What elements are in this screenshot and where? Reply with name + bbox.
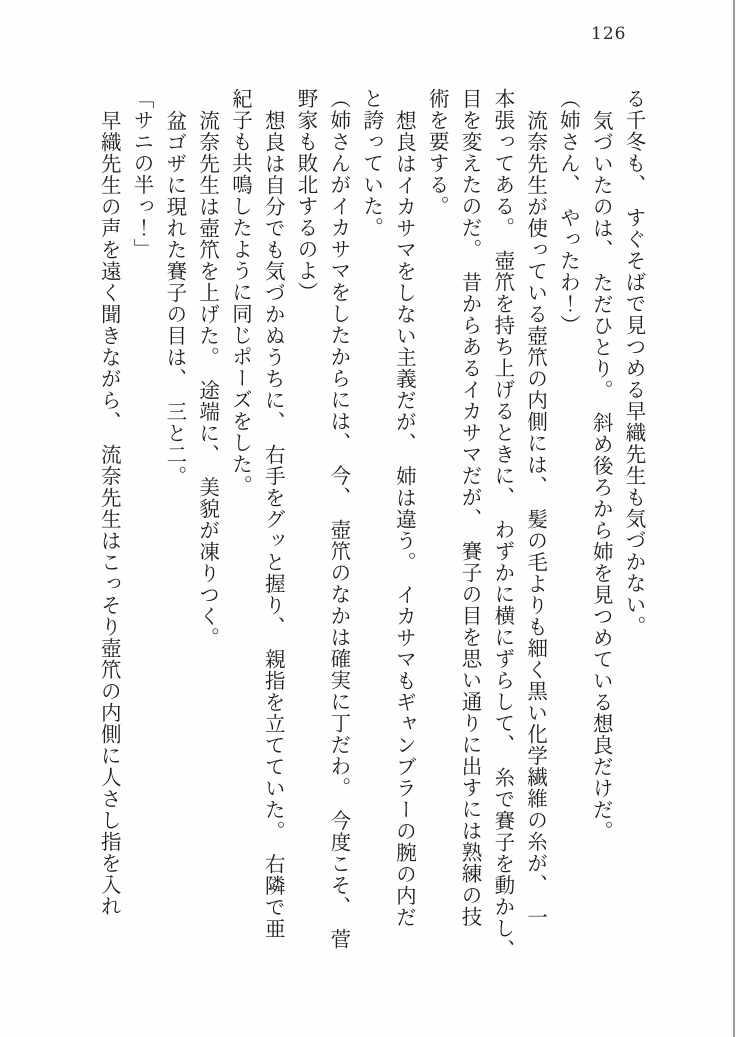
page-number: 126 <box>591 24 627 44</box>
text-line: 盆ゴザに現れた賽子の目は、 三と二。 <box>162 109 187 487</box>
text-line: る千冬も、 すぐそばで見つめる早織先生も気づかない。 <box>622 88 646 637</box>
text-line: （姉さん、 やったわ！） <box>556 88 581 336</box>
text-line: 紀子も共鳴したように同じポーズをした。 <box>228 88 253 497</box>
text-line: 想良は自分でも気づかぬうちに、 右手をグッと握り、 親指を立てていた。 右隣で亜 <box>261 109 286 939</box>
text-line: 早織先生の声を遠く聞きながら、 流奈先生はこっそり壺笊の内側に人さし指を入れ <box>97 109 122 917</box>
text-line: 本張ってある。 壺笊を持ち上げるときに、 わずかに横にずらして、 糸で賽子を動かし、 <box>490 88 515 961</box>
text-line: 「サニの半っ！」 <box>130 88 155 260</box>
text-line: 野家も敗北するのよ） <box>294 88 319 303</box>
body-text <box>92 88 650 1013</box>
text-line: 気づいたのは、 ただひとり。 斜め後ろから姉を見つめている想良だけだ。 <box>589 109 614 842</box>
text-line: （姉さんがイカサマをしたからには、 今、 壺笊のなかは確実に丁だわ。 今度こそ、 菅 <box>326 88 351 950</box>
text-line: 流奈先生は壺笊を上げた。 途端に、 美貌が凍りつく。 <box>195 109 220 648</box>
page-edge-line <box>733 0 735 1037</box>
text-line: 流奈先生が使っている壺笊の内側には、 髪の毛よりも細く黒い化学繊維の糸が、 一 <box>523 109 548 928</box>
text-line: と誇っていた。 <box>359 88 384 239</box>
text-line: 目を変えたのだ。 昔からあるイカサマだが、 賽子の目を思い通りに出すには熟練の技 <box>458 88 483 928</box>
text-line: 想良はイカサマをしない主義だが、 姉は違う。 イカサマもギャンブラーの腕の内だ <box>392 109 417 928</box>
text-line: 術を要する。 <box>425 88 450 217</box>
